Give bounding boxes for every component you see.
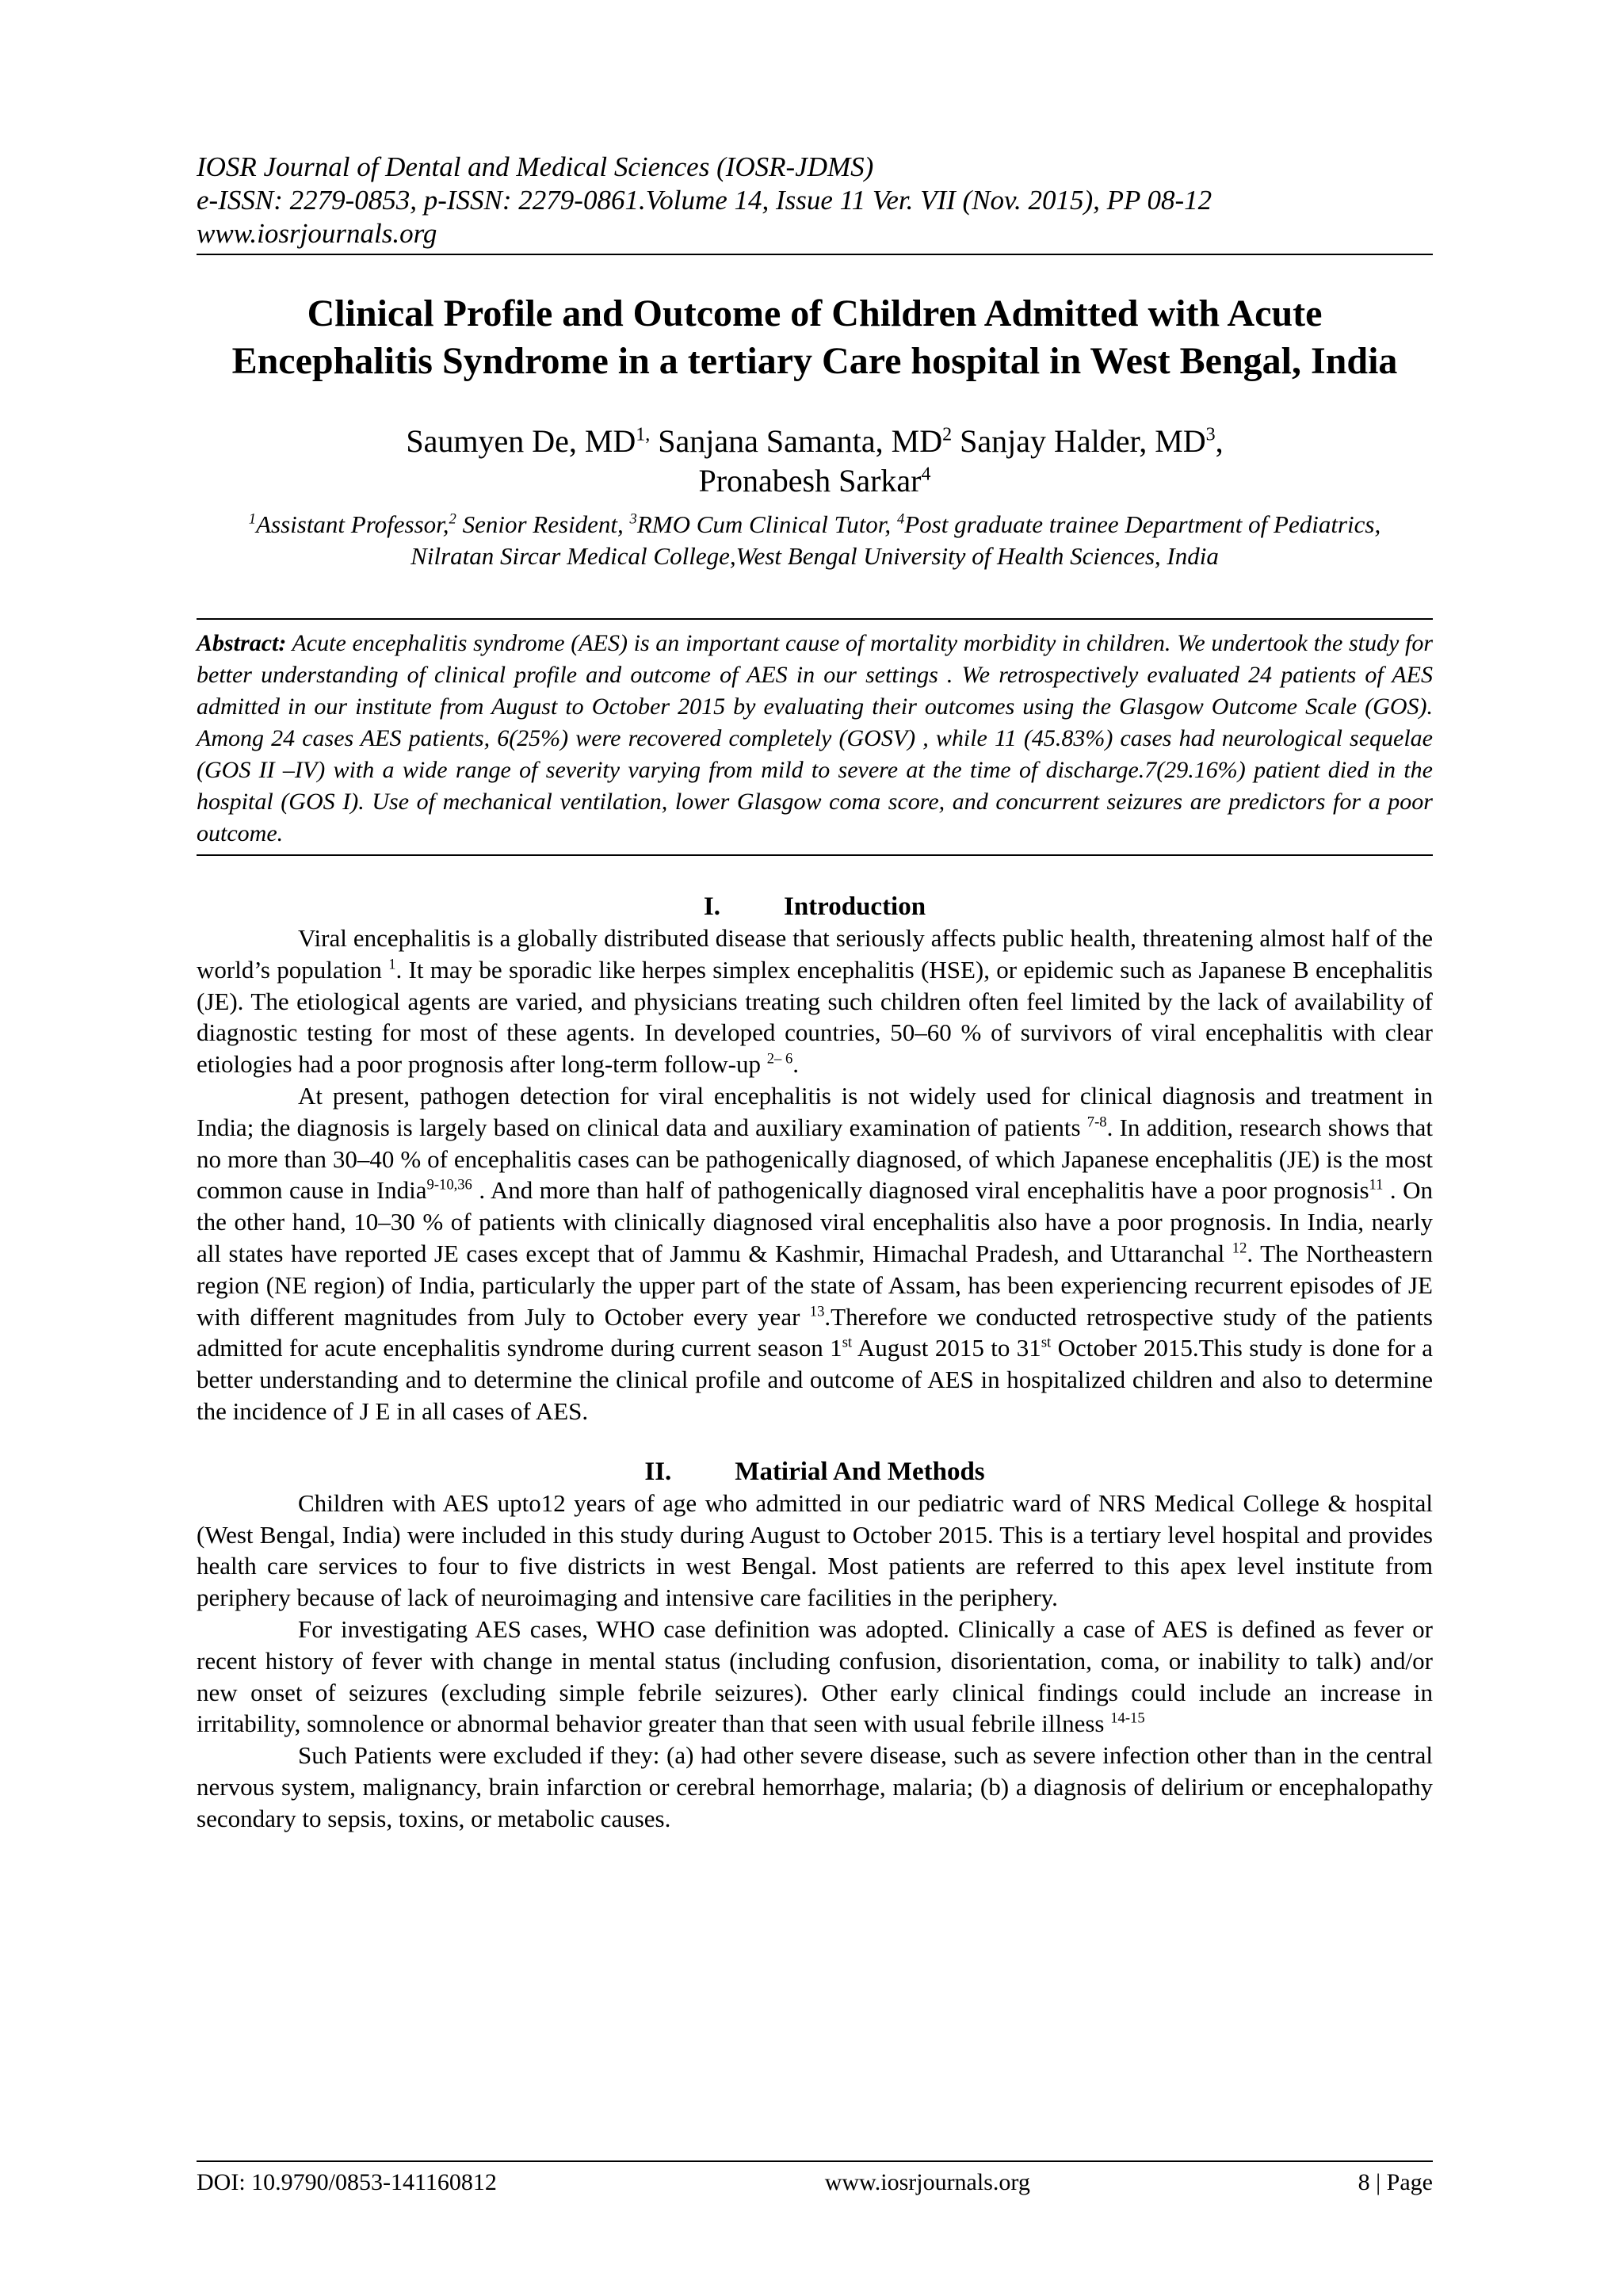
section-title: Introduction [783, 892, 926, 921]
paper-title: Clinical Profile and Outcome of Children Admitted with Acute Encephalitis Syndrome in a tertiary Care hospital in West Bengal, India [231, 292, 1398, 382]
paragraph-text: .Therefore we conducted retrospective study of the patients admitted for acute encephalitis syndrome during current season 1 [197, 1302, 1433, 1362]
header-divider [197, 254, 1433, 255]
author-superscript: 3 [1205, 424, 1216, 445]
paragraph [197, 1080, 1433, 1427]
citation: 2– 6 [766, 1050, 793, 1068]
journal-name: IOSR Journal of Dental and Medical Sciences (IOSR-JDMS) [197, 151, 874, 182]
paragraph-text: . And more than half of pathogenically diagnosed viral encephalitis have a poor prognosis [472, 1176, 1369, 1205]
author-name: Sanjay Halder, MD [952, 423, 1206, 459]
paragraph-text: Viral encephalitis is a globally distributed disease that seriously affects public health, threatening almost half of the world’s population [197, 924, 1433, 984]
paragraph-text: . The Northeastern region (NE region) of India, particularly the upper part of the state of Assam, has been experiencing recurrent episodes of JE with different magnitudes from July to October every year [197, 1239, 1433, 1331]
affiliation-superscript: 4 [896, 510, 905, 528]
paragraph: Such Patients were excluded if they: (a) had other severe disease, such as severe infection other than in the central nervous system, malignancy, brain infarction or cerebral hemorrhage, malaria; (b) a diagnosis of delirium or encephalopathy secondary to sepsis, toxins, or metabolic causes. [197, 1741, 1433, 1832]
author-list [197, 422, 1433, 501]
journal-issn: e-ISSN: 2279-0853, p-ISSN: 2279-0861.Volume 14, Issue 11 Ver. VII (Nov. 2015), PP 08-12 [197, 185, 1212, 216]
journal-header [197, 151, 1433, 250]
paragraph-text: October 2015.This study is done for a better understanding and to determine the clinical profile and outcome of AES in hospitalized children and also to determine the incidence of J E in all cases of AES. [197, 1334, 1433, 1425]
affiliation-superscript: 3 [629, 510, 637, 528]
author-superscript: 4 [921, 464, 931, 485]
footer-doi: DOI: 10.9790/0853-141160812 [197, 2169, 497, 2195]
ordinal-suffix: st [842, 1335, 853, 1352]
abstract [197, 618, 1433, 856]
section-number: II. [644, 1457, 672, 1486]
affiliation-text: Senior Resident, [456, 510, 630, 538]
citation: 1 [388, 956, 396, 973]
citation: 7-8 [1086, 1114, 1107, 1131]
abstract-text: Acute encephalitis syndrome (AES) is an important cause of mortality morbidity in children. We undertook the study for better understanding of clinical profile and outcome of AES in our settings . We retrospectively evaluated 24 patients of AES admitted in our institute from August to October 2015 by evaluating their outcomes using the Glasgow Outcome Scale (GOS). Among 24 cases AES patients, 6(25%) were recovered completely (GOSV) , while 11 (45.83%) cases had neurological sequelae (GOS II –IV) with a wide range of severity varying from mild to severe at the time of discharge.7(29.16%) patient died in the hospital (GOS I). Use of mechanical ventilation, lower Glasgow coma score, and concurrent seizures are predictors for a poor outcome. [197, 630, 1433, 846]
author-superscript: 2 [942, 424, 953, 445]
paragraph [197, 923, 1433, 1080]
affiliation-text: Assistant Professor, [256, 510, 449, 538]
author-name: Sanjana Samanta, MD [650, 423, 943, 459]
affiliation-text: Post graduate trainee Department of Pediatrics, Nilratan Sircar Medical College,West Bengal University of Health Sciences, India [411, 510, 1381, 570]
journal-website: www.iosrjournals.org [197, 218, 437, 249]
author-superscript: 1, [636, 424, 651, 445]
citation: 12 [1232, 1240, 1247, 1257]
author-name: Saumyen De, MD [406, 423, 636, 459]
section-title: Matirial And Methods [735, 1457, 985, 1486]
paragraph-text: . On the other hand, 10–30 % of patients with clinically diagnosed viral encephalitis also have a poor prognosis. In India, nearly all states have reported JE cases except that of Jammu & Kashmir, Himachal Pradesh, and Uttaranchal [197, 1176, 1433, 1267]
page-content [197, 151, 1433, 1835]
footer-website: www.iosrjournals.org [824, 2169, 1030, 2195]
paragraph: Children with AES upto12 years of age who admitted in our pediatric ward of NRS Medical College & hospital (West Bengal, India) were included in this study during August to October 2015. This is a tertiary level hospital and provides health care services to four to five districts in west Bengal. Most patients are referred to this apex level institute from periphery because of lack of neuroimaging and intensive care facilities in the periphery. [197, 1488, 1433, 1612]
paragraph-text: . In addition, research shows that no more than 30–40 % of encephalitis cases can be pathogenically diagnosed, of which Japanese encephalitis (JE) is the most common cause in India [197, 1113, 1433, 1205]
author-name: Pronabesh Sarkar [698, 463, 922, 499]
affiliation-superscript: 2 [449, 510, 456, 528]
paragraph-text: . [792, 1050, 800, 1079]
section-heading-introduction [197, 891, 1433, 923]
paragraph-text: For investigating AES cases, WHO case definition was adopted. Clinically a case of AES is defined as fever or recent history of fever with change in mental status (including confusion, disorientation, coma, or inability to talk) and/or new onset of seizures (excluding simple febrile seizures). Other early clinical findings could include an increase in irritability, somnolence or abnormal behavior greater than that seen with usual febrile illness [197, 1614, 1433, 1738]
author-separator: , [1215, 423, 1224, 459]
affiliation-text: RMO Cum Clinical Tutor, [636, 510, 897, 538]
affiliation-superscript: 1 [248, 510, 257, 528]
paragraph-text: At present, pathogen detection for viral encephalitis is not widely used for clinical diagnosis and treatment in India; the diagnosis is largely based on clinical data and auxiliary examination of patients [197, 1081, 1433, 1141]
paragraph-text: . It may be sporadic like herpes simplex encephalitis (HSE), or epidemic such as Japanese B encephalitis (JE). The etiological agents are varied, and physicians treating such children often feel limited by the lack of availability of diagnostic testing for most of these agents. In developed countries, 50–60 % of survivors of viral encephalitis with clear etiologies had a poor prognosis after long-term follow-up [197, 955, 1433, 1079]
section-number: I. [703, 892, 720, 921]
citation: 9-10,36 [426, 1177, 472, 1194]
citation: 11 [1369, 1177, 1384, 1194]
author-affiliation [197, 509, 1433, 572]
paragraph-text: August 2015 to 31 [852, 1334, 1041, 1362]
citation: 14-15 [1110, 1710, 1145, 1727]
paragraph [197, 1614, 1433, 1740]
abstract-label: Abstract: [197, 630, 287, 656]
footer-page-number: 8 | Page [1358, 2169, 1433, 2195]
page-footer [197, 2160, 1433, 2197]
section-heading-methods [197, 1456, 1433, 1488]
citation: 13 [809, 1303, 825, 1320]
ordinal-suffix: st [1041, 1335, 1052, 1352]
